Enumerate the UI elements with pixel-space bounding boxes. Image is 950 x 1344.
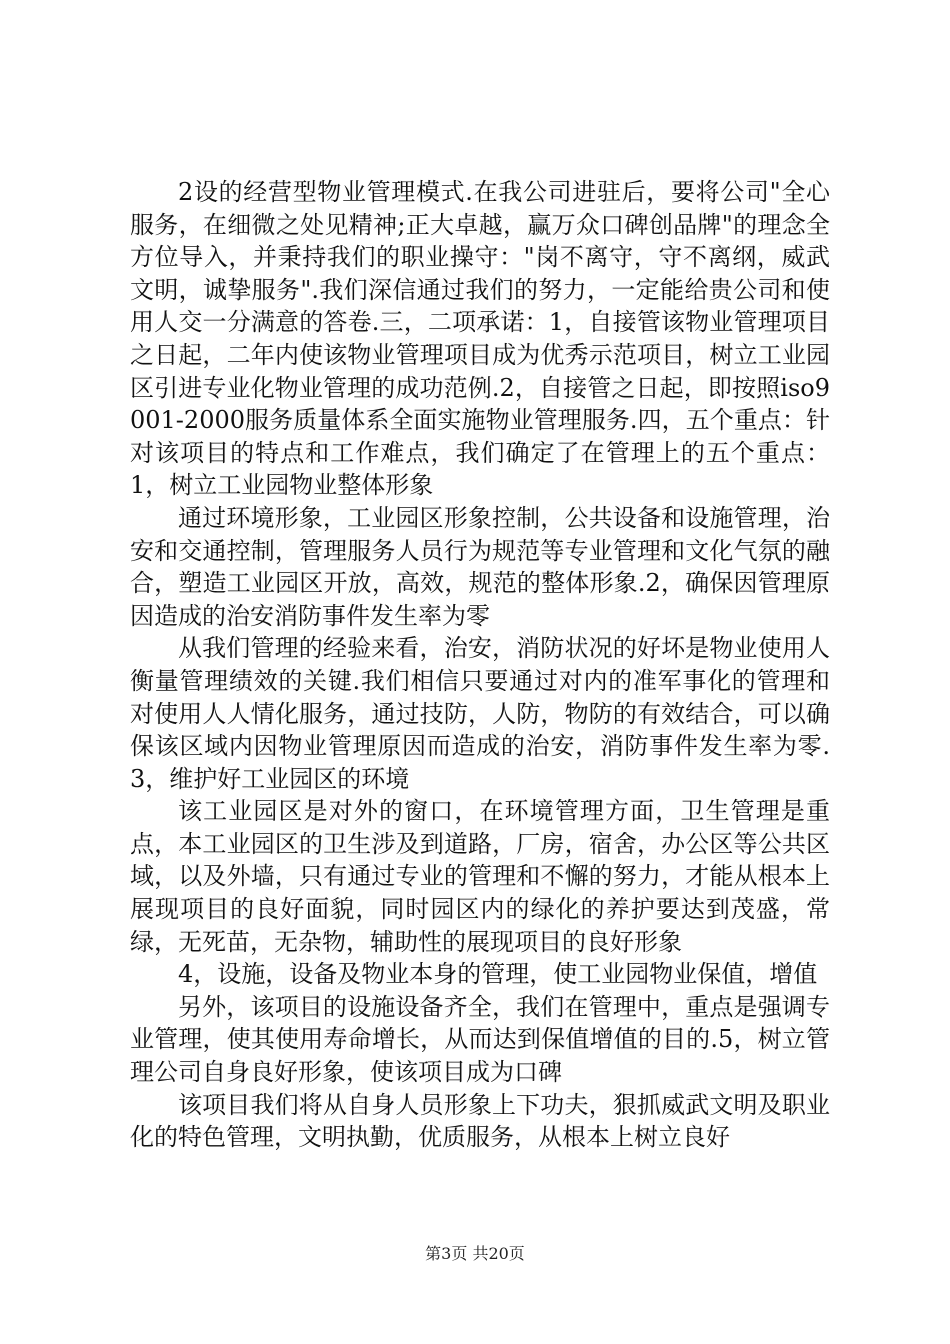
paragraph-5: 4，设施，设备及物业本身的管理，使工业园物业保值，增值 bbox=[178, 960, 818, 989]
paragraph-4: 该工业园区是对外的窗口，在环境管理方面，卫生管理是重点，本工业园区的卫生涉及到道路，厂房，宿舍，办公区等公共区域，以及外墙，只有通过专业的管理和不懈的努力，才能从根本上展现项目的良好面貌，同时园区内的绿化的养护要达到茂盛，常绿，无死苗，无杂物，辅助性的展现项目的良好形象 bbox=[130, 797, 830, 956]
page-number-label: 第3页 共20页 bbox=[425, 1244, 525, 1263]
paragraph-3: 从我们管理的经验来看，治安，消防状况的好坏是物业使用人衡量管理绩效的关键.我们相信只要通过对内的准军事化的管理和对使用人人情化服务，通过技防，人防，物防的有效结合，可以确保该区域内因物业管理原因而造成的治安，消防事件发生率为零.3，维护好工业园区的环境 bbox=[130, 634, 830, 793]
page-footer bbox=[0, 1244, 950, 1264]
paragraph-2: 通过环境形象，工业园区形象控制，公共设备和设施管理，治安和交通控制，管理服务人员行为规范等专业管理和文化气氛的融合，塑造工业园区开放，高效，规范的整体形象.2，确保因管理原因造成的治安消防事件发生率为零 bbox=[130, 503, 830, 630]
paragraph-6: 另外，该项目的设施设备齐全，我们在管理中，重点是强调专业管理，使其使用寿命增长，从而达到保值增值的目的.5，树立管理公司自身良好形象，使该项目成为口碑 bbox=[130, 992, 830, 1087]
paragraph-1: 2设的经营型物业管理模式.在我公司进驻后，要将公司"全心服务，在细微之处见精神;正大卓越，赢万众口碑创品牌"的理念全方位导入，并秉持我们的职业操守："岗不离守，守不离纲，威武文明，诚挚服务".我们深信通过我们的努力，一定能给贵公司和使用人交一分满意的答卷.三，二项承诺：1，自接管该物业管理项目之日起，二年内使该物业管理项目成为优秀示范项目，树立工业园区引进专业化物业管理的成功范例.2，自接管之日起，即按照iso9001-2000服务质量体系全面实施物业管理服务.四，五个重点：针对该项目的特点和工作难点，我们确定了在管理上的五个重点：1，树立工业园物业整体形象 bbox=[130, 178, 830, 500]
document-body bbox=[130, 176, 830, 1154]
paragraph-7: 该项目我们将从自身人员形象上下功夫，狠抓威武文明及职业化的特色管理，文明执勤，优质服务，从根本上树立良好 bbox=[130, 1090, 830, 1152]
